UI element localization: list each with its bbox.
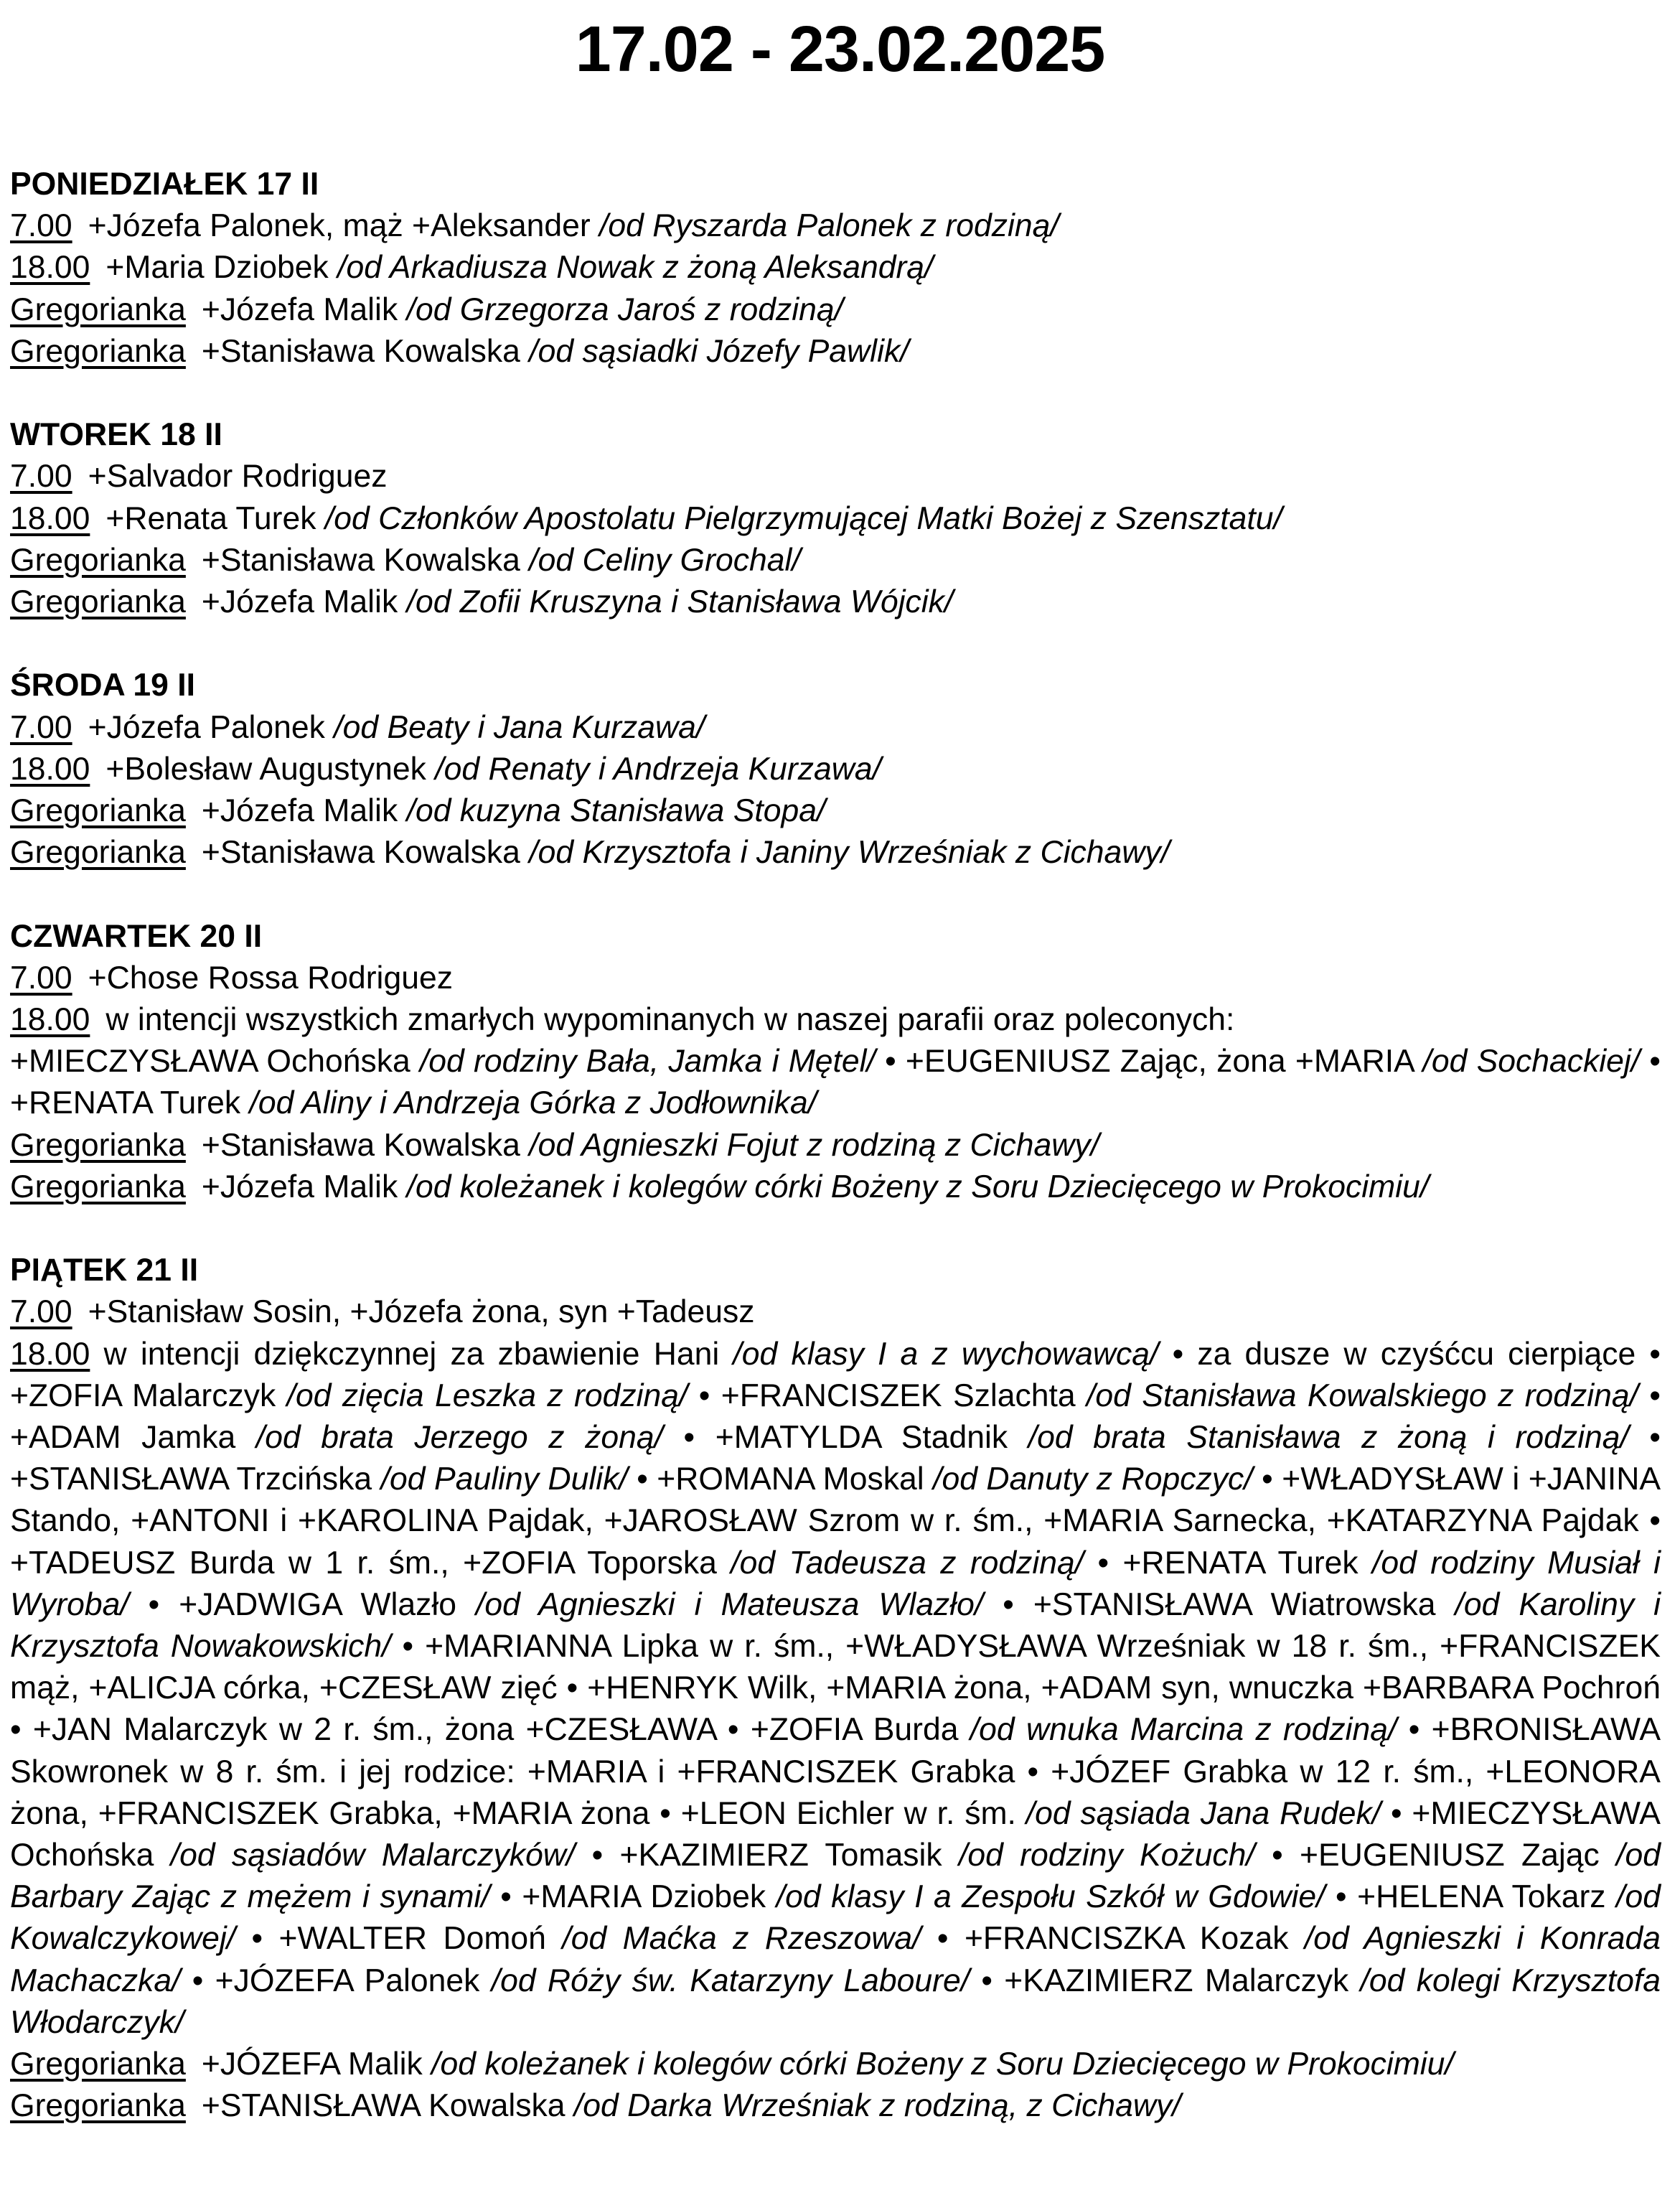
collective-intentions bbox=[10, 1041, 1661, 1124]
intention-line bbox=[10, 958, 1661, 999]
intention-offered-by: /od Barbary Zając z mężem i synami/ bbox=[10, 1838, 1661, 1915]
intention-line bbox=[10, 2044, 1661, 2085]
intention-line bbox=[10, 2085, 1661, 2127]
intention-offered-by: /od Arkadiusza Nowak z żoną Aleksandrą/ bbox=[337, 250, 934, 286]
intention-text: • +MIECZYSŁAWA Ochońska bbox=[10, 1795, 1661, 1873]
intention-line bbox=[10, 1125, 1661, 1166]
intention-line bbox=[10, 581, 1661, 623]
intention-line bbox=[10, 832, 1661, 874]
intention-line bbox=[10, 289, 1661, 331]
mass-time: 18.00 bbox=[10, 751, 90, 787]
intention-text: +Stanisława Kowalska bbox=[201, 835, 520, 871]
intention-text: +Bolesław Augustynek bbox=[105, 751, 426, 787]
intention-text: +Salvador Rodriguez bbox=[88, 459, 388, 495]
day-thursday bbox=[10, 916, 1661, 1208]
intention-offered-by: /od kuzyna Stanisława Stopa/ bbox=[406, 793, 826, 829]
intention-offered-by: /od Sochackiej/ bbox=[1422, 1044, 1641, 1080]
intention-offered-by: /od Stanisława Kowalskiego z rodziną/ bbox=[1087, 1377, 1639, 1413]
intention-text: • +ADAM Jamka bbox=[10, 1377, 1661, 1456]
intention-offered-by: /od Kowalczykowej/ bbox=[10, 1879, 1661, 1957]
intention-line bbox=[10, 205, 1661, 247]
intention-offered-by: /od Agnieszki i Konrada Machaczka/ bbox=[10, 1921, 1661, 1998]
intention-text: • +FRANCISZKA Kozak bbox=[921, 1921, 1305, 1957]
intention-line bbox=[10, 707, 1661, 749]
mass-time: Gregorianka bbox=[10, 835, 186, 871]
collective-intentions-text bbox=[10, 1337, 1661, 2040]
intention-offered-by: /od sąsiada Jana Rudek/ bbox=[1026, 1795, 1381, 1831]
mass-intentions-list bbox=[10, 164, 1661, 2169]
intention-text: +Józefa Palonek bbox=[88, 709, 325, 745]
mass-time: 18.00 bbox=[10, 1336, 90, 1372]
intention-text: • +KAZIMIERZ Tomasik bbox=[575, 1838, 959, 1873]
intention-offered-by: /od sąsiadki Józefy Pawlik/ bbox=[529, 333, 909, 369]
intention-offered-by: /od Pauliny Dulik/ bbox=[380, 1461, 628, 1497]
intention-offered-by: /od Tadeusza z rodziną/ bbox=[731, 1545, 1084, 1581]
intention-offered-by: /od sąsiadów Malarczyków/ bbox=[170, 1838, 576, 1873]
intention-line bbox=[10, 790, 1661, 832]
mass-time: 7.00 bbox=[10, 960, 72, 996]
intention-offered-by: /od wnuka Marcina z rodziną/ bbox=[970, 1712, 1397, 1748]
mass-time: 7.00 bbox=[10, 208, 72, 244]
mass-time: Gregorianka bbox=[10, 584, 186, 620]
intention-offered-by: /od Aliny i Andrzeja Górka z Jodłownika/ bbox=[249, 1085, 817, 1121]
intention-offered-by: /od Członków Apostolatu Pielgrzymującej Matki Bożej z Szensztatu/ bbox=[324, 500, 1282, 536]
intention-text: +Stanisława Kowalska bbox=[201, 542, 520, 578]
intention-text: • +RENATA Turek bbox=[10, 1044, 1661, 1121]
intention-text: • +BRONISŁAWA Skowronek w 8 r. śm. i jej rodzice: +MARIA i +FRANCISZEK Grabka • +JÓZEF Grabka w 12 r. śm., +LEONORA żona, +FRANCISZEK Grabka, +MARIA żona • +LEON Eichler w r. śm. bbox=[10, 1712, 1661, 1831]
intention-offered-by: /od Darka Wrześniak z rodziną, z Cichawy/ bbox=[573, 2088, 1181, 2124]
intention-offered-by: /od Renaty i Andrzeja Kurzawa/ bbox=[435, 751, 881, 787]
intention-text: +JÓZEFA Malik bbox=[201, 2046, 423, 2082]
intention-line bbox=[10, 1291, 1661, 1333]
day-header: ŚRODA 19 II bbox=[10, 668, 196, 703]
intention-text: • +MATYLDA Stadnik bbox=[662, 1420, 1028, 1456]
day-header: PIĄTEK 21 II bbox=[10, 1253, 199, 1288]
intention-offered-by: /od Karoliny i Krzysztofa Nowakowskich/ bbox=[10, 1586, 1661, 1665]
intention-text: +Stanisława Kowalska bbox=[201, 1127, 520, 1163]
day-header: WTOREK 18 II bbox=[10, 417, 222, 453]
mass-time: Gregorianka bbox=[10, 291, 186, 327]
intention-offered-by: /od Krzysztofa i Janiny Wrześniak z Cichawy/ bbox=[529, 835, 1170, 871]
intention-line bbox=[10, 331, 1661, 373]
intention-text: • +MARIA Dziobek bbox=[489, 1879, 776, 1915]
intention-text: +Stanisława Kowalska bbox=[201, 333, 520, 369]
intention-text: • +STANISŁAWA Trzcińska bbox=[10, 1420, 1661, 1497]
intention-text: +Józefa Malik bbox=[201, 1169, 398, 1204]
mass-time: Gregorianka bbox=[10, 333, 186, 369]
day-tuesday bbox=[10, 414, 1661, 623]
mass-time: Gregorianka bbox=[10, 793, 186, 829]
mass-time: Gregorianka bbox=[10, 2088, 186, 2124]
mass-time: 7.00 bbox=[10, 709, 72, 745]
intention-text: • +MARIANNA Lipka w r. śm., +WŁADYSŁAWA Wrześniak w 18 r. śm., +FRANCISZEK mąż, +ALICJA córka, +CZESŁAW zięć • +HENRYK Wilk, +MARIA żona, +ADAM syn, wnuczka +BARBARA Pochroń • +JAN Malarczyk w 2 r. śm., żona +CZESŁAWA • +ZOFIA Burda bbox=[10, 1629, 1661, 1748]
intention-text: +Chose Rossa Rodriguez bbox=[88, 960, 453, 996]
intention-text: • +JÓZEFA Palonek bbox=[180, 1962, 492, 1998]
intention-text: w intencji dziękczynnej za zbawienie Hani bbox=[90, 1336, 733, 1372]
intention-offered-by: /od rodziny Kożuch/ bbox=[958, 1838, 1255, 1873]
intention-offered-by: /od zięcia Leszka z rodziną/ bbox=[286, 1377, 688, 1413]
intention-offered-by: /od Agnieszki i Mateusza Wlazło/ bbox=[475, 1586, 984, 1622]
intention-text: • +FRANCISZEK Szlachta bbox=[688, 1377, 1087, 1413]
intention-offered-by: /od brata Stanisława z żoną i rodziną/ bbox=[1028, 1420, 1629, 1456]
intention-text: +STANISŁAWA Kowalska bbox=[201, 2088, 566, 2124]
intention-offered-by: /od rodziny Bała, Jamka i Mętel/ bbox=[419, 1044, 876, 1080]
intention-text: w intencji wszystkich zmarłych wypominanych w naszej parafii oraz poleconych: bbox=[105, 1002, 1235, 1038]
intention-offered-by: /od brata Jerzego z żoną/ bbox=[255, 1420, 663, 1456]
intention-offered-by: /od Danuty z Ropczyc/ bbox=[933, 1461, 1253, 1497]
mass-time: Gregorianka bbox=[10, 1127, 186, 1163]
day-header: PONIEDZIAŁEK 17 II bbox=[10, 167, 319, 202]
intention-text: • +WŁADYSŁAW i +JANINA Stando, +ANTONI i +KAROLINA Pajdak, +JAROSŁAW Szrom w r. śm., +MARIA Sarnecka, +KATARZYNA Pajdak • +TADEUSZ Burda w 1 r. śm., +ZOFIA Toporska bbox=[10, 1461, 1661, 1581]
intention-text: +MIECZYSŁAWA Ochońska bbox=[10, 1044, 420, 1080]
mass-time: Gregorianka bbox=[10, 542, 186, 578]
intention-offered-by: /od Zofii Kruszyna i Stanisława Wójcik/ bbox=[406, 584, 954, 620]
intention-offered-by: /od rodziny Musiał i Wyroba/ bbox=[10, 1545, 1661, 1622]
mass-time: 7.00 bbox=[10, 459, 72, 495]
intention-text: • +RENATA Turek bbox=[1084, 1545, 1373, 1581]
intention-text: +Józefa Malik bbox=[201, 291, 398, 327]
intention-text: • +JADWIGA Wlazło bbox=[128, 1586, 476, 1622]
mass-time: 18.00 bbox=[10, 500, 90, 536]
intention-line bbox=[10, 999, 1661, 1041]
intention-text: • +ROMANA Moskal bbox=[627, 1461, 934, 1497]
intention-text: • +KAZIMIERZ Malarczyk bbox=[970, 1962, 1361, 1998]
day-wednesday bbox=[10, 665, 1661, 874]
intention-line bbox=[10, 247, 1661, 289]
intention-text: +Maria Dziobek bbox=[105, 250, 329, 286]
intention-offered-by: /od Beaty i Jana Kurzawa/ bbox=[334, 709, 705, 745]
collective-intentions bbox=[10, 1334, 1661, 2044]
intention-line bbox=[10, 540, 1661, 581]
intention-text: • +HELENA Tokarz bbox=[1325, 1879, 1617, 1915]
intention-text: • za dusze w czyśćcu cierpiące • +ZOFIA Malarczyk bbox=[10, 1336, 1661, 1413]
intention-offered-by: /od koleżanek i kolegów córki Bożeny z Soru Dziecięcego w Prokocimiu/ bbox=[431, 2046, 1454, 2082]
intention-text: • +EUGENIUSZ Zając, żona +MARIA bbox=[875, 1044, 1423, 1080]
intention-offered-by: /od klasy I a Zespołu Szkół w Gdowie/ bbox=[776, 1879, 1325, 1915]
intention-offered-by: /od Grzegorza Jaroś z rodziną/ bbox=[406, 291, 844, 327]
mass-time: Gregorianka bbox=[10, 2046, 186, 2082]
intention-text: +Józefa Malik bbox=[201, 584, 398, 620]
intention-text: • +STANISŁAWA Wiatrowska bbox=[983, 1586, 1455, 1622]
intention-line bbox=[10, 456, 1661, 497]
intention-text: • +WALTER Domoń bbox=[235, 1921, 563, 1957]
intention-offered-by: /od koleżanek i kolegów córki Bożeny z Soru Dziecięcego w Prokocimiu/ bbox=[406, 1169, 1430, 1204]
intention-text: +Renata Turek bbox=[105, 500, 316, 536]
intention-offered-by: /od Róży św. Katarzyny Laboure/ bbox=[491, 1962, 970, 1998]
day-header: CZWARTEK 20 II bbox=[10, 918, 263, 954]
intention-text: +Stanisław Sosin, +Józefa żona, syn +Tadeusz bbox=[88, 1294, 755, 1330]
intention-offered-by: /od Agnieszki Fojut z rodziną z Cichawy/ bbox=[529, 1127, 1100, 1163]
day-monday bbox=[10, 164, 1661, 373]
intention-text: • +EUGENIUSZ Zając bbox=[1254, 1838, 1617, 1873]
intention-line bbox=[10, 749, 1661, 790]
mass-time: Gregorianka bbox=[10, 1169, 186, 1204]
mass-time: 7.00 bbox=[10, 1294, 72, 1330]
day-friday bbox=[10, 1250, 1661, 2127]
intention-text: +Józefa Palonek, mąż +Aleksander bbox=[88, 208, 591, 244]
intention-offered-by: /od Maćka z Rzeszowa/ bbox=[562, 1921, 921, 1957]
intention-offered-by: /od Ryszarda Palonek z rodziną/ bbox=[599, 208, 1059, 244]
page-title: 17.02 - 23.02.2025 bbox=[575, 14, 1105, 85]
mass-time: 18.00 bbox=[10, 250, 90, 286]
intention-line bbox=[10, 498, 1661, 540]
mass-time: 18.00 bbox=[10, 1002, 90, 1038]
intention-offered-by: /od Celiny Grochal/ bbox=[529, 542, 801, 578]
intention-offered-by: /od klasy I a z wychowawcą/ bbox=[733, 1336, 1159, 1372]
intention-text: +Józefa Malik bbox=[201, 793, 398, 829]
intention-offered-by: /od kolegi Krzysztofa Włodarczyk/ bbox=[10, 1962, 1661, 2040]
intention-line bbox=[10, 1166, 1661, 1208]
